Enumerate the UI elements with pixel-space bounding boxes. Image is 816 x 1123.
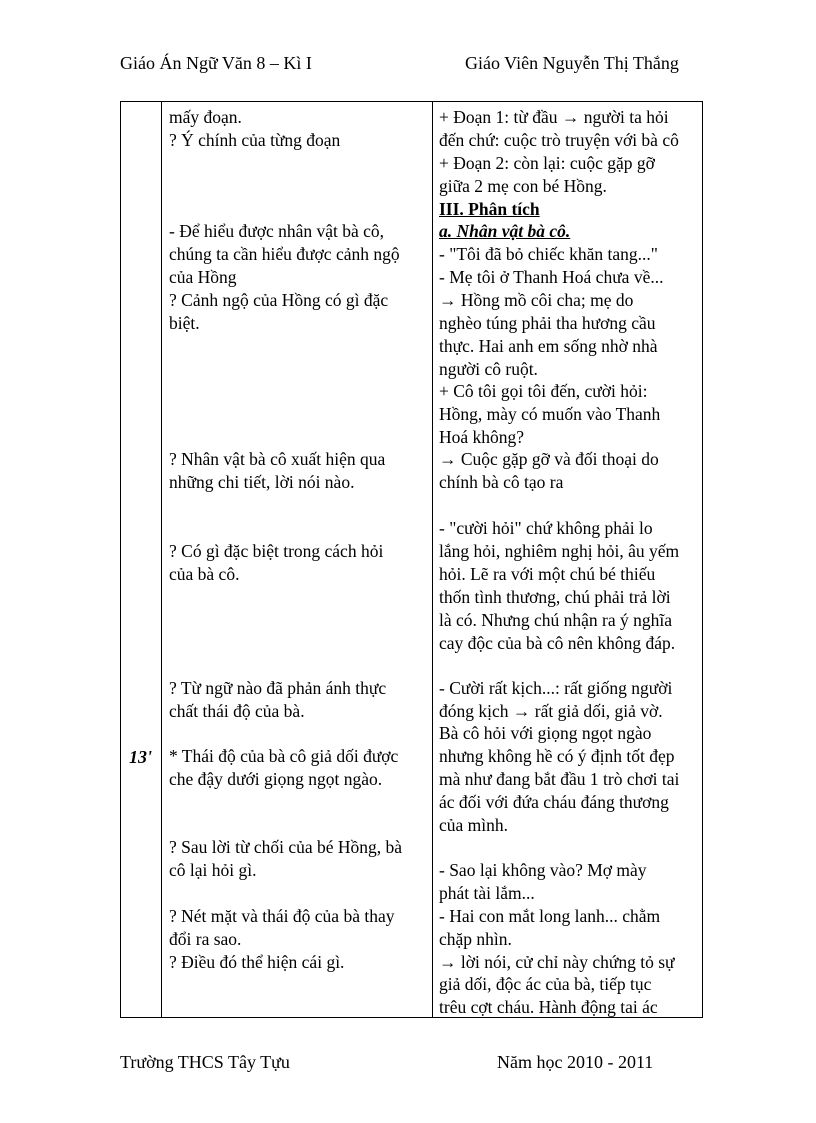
content-line: chính bà cô tạo ra [439,472,564,492]
content-line: ác đối với đứa cháu đáng thương [439,792,669,812]
teacher-line: ? Nhân vật bà cô xuất hiện qua [169,449,386,469]
teacher-line: ? Nét mặt và thái độ của bà thay [169,906,395,926]
teacher-line: ? Có gì đặc biệt trong cách hỏi [169,541,384,561]
footer-right: Năm học 2010 - 2011 [497,1052,654,1072]
content-line: Hoá không? [439,427,525,447]
teacher-line: mấy đoạn. [169,107,242,127]
content-line: đóng kịch → rất giả dối, giả vờ. [439,701,663,721]
content-line: cay độc của bà cô nên không đáp. [439,633,676,653]
content-line: thốn tình thương, chú phải trả lời [439,587,671,607]
lesson-table [120,101,703,1018]
content-line: - Cười rất kịch...: rất giống người [439,678,673,698]
content-line: giả dối, độc ác của bà, tiếp tục [439,974,652,994]
content-line: giữa 2 mẹ con bé Hồng. [439,176,607,196]
teacher-line: * Thái độ của bà cô giả dối được [169,746,399,766]
column-divider [161,102,162,1017]
content-line: trêu cợt cháu. Hành động tai ác [439,997,658,1017]
header-left: Giáo Án Ngữ Văn 8 – Kì I [120,53,312,73]
teacher-line: che đậy dưới giọng ngọt ngào. [169,769,383,789]
content-line: người cô ruột. [439,359,538,379]
content-line: - Mẹ tôi ở Thanh Hoá chưa về... [439,267,664,287]
header-right: Giáo Viên Nguyễn Thị Thắng [465,53,679,73]
teacher-line: ? Điều đó thể hiện cái gì. [169,952,345,972]
teacher-line: những chi tiết, lời nói nào. [169,472,355,492]
teacher-line: - Để hiểu được nhân vật bà cô, [169,221,385,241]
content-line: - "cười hỏi" chứ không phải lo [439,518,653,538]
content-line: của mình. [439,815,509,835]
content-line: - Hai con mắt long lanh... chằm [439,906,661,926]
teacher-line: ? Cảnh ngộ của Hồng có gì đặc [169,290,389,310]
content-line: → Cuộc gặp gỡ và đối thoại do [439,449,659,469]
column-divider [432,102,433,1017]
teacher-line: ? Ý chính của từng đoạn [169,130,341,150]
content-line: - Sao lại không vào? Mợ mày [439,860,647,880]
content-line: → lời nói, cử chỉ này chứng tỏ sự [439,952,675,972]
time-cell: 13' [129,747,153,767]
content-line: là có. Nhưng chú nhận ra ý nghĩa [439,610,673,630]
content-line: đến chứ: cuộc trò truyện với bà cô [439,130,679,150]
content-line: - "Tôi đã bỏ chiếc khăn tang..." [439,244,658,264]
teacher-line: chúng ta cần hiểu được cảnh ngộ [169,244,400,264]
teacher-line: biệt. [169,313,200,333]
content-line: Hồng, mày có muốn vào Thanh [439,404,661,424]
content-line: + Đoạn 1: từ đầu → người ta hỏi [439,107,669,127]
content-line: nhưng không hề có ý định tốt đẹp [439,746,675,766]
content-line: phát tài lắm... [439,883,535,903]
content-line: chặp nhìn. [439,929,512,949]
content-line: thực. Hai anh em sống nhờ nhà [439,336,658,356]
content-line: nghèo túng phải tha hương cầu [439,313,656,333]
content-line: lắng hỏi, nghiêm nghị hỏi, âu yếm [439,541,680,561]
teacher-line: cô lại hỏi gì. [169,860,257,880]
content-line: mà như đang bắt đầu 1 trò chơi tai [439,769,680,789]
teacher-line: chất thái độ của bà. [169,701,305,721]
teacher-line: ? Sau lời từ chối của bé Hồng, bà [169,837,403,857]
section-heading: III. Phân tích [439,199,540,219]
subsection-heading: a. Nhân vật bà cô. [439,221,571,241]
content-line: + Đoạn 2: còn lại: cuộc gặp gỡ [439,153,655,173]
teacher-line: của Hồng [169,267,237,287]
content-line: Bà cô hỏi với giọng ngọt ngào [439,723,652,743]
footer-left: Trường THCS Tây Tựu [120,1052,290,1072]
teacher-line: của bà cô. [169,564,240,584]
teacher-line: đổi ra sao. [169,929,242,949]
content-line: → Hồng mồ côi cha; mẹ do [439,290,634,310]
content-line: + Cô tôi gọi tôi đến, cười hỏi: [439,381,648,401]
content-line: hỏi. Lẽ ra với một chú bé thiếu [439,564,656,584]
teacher-line: ? Từ ngữ nào đã phản ánh thực [169,678,387,698]
